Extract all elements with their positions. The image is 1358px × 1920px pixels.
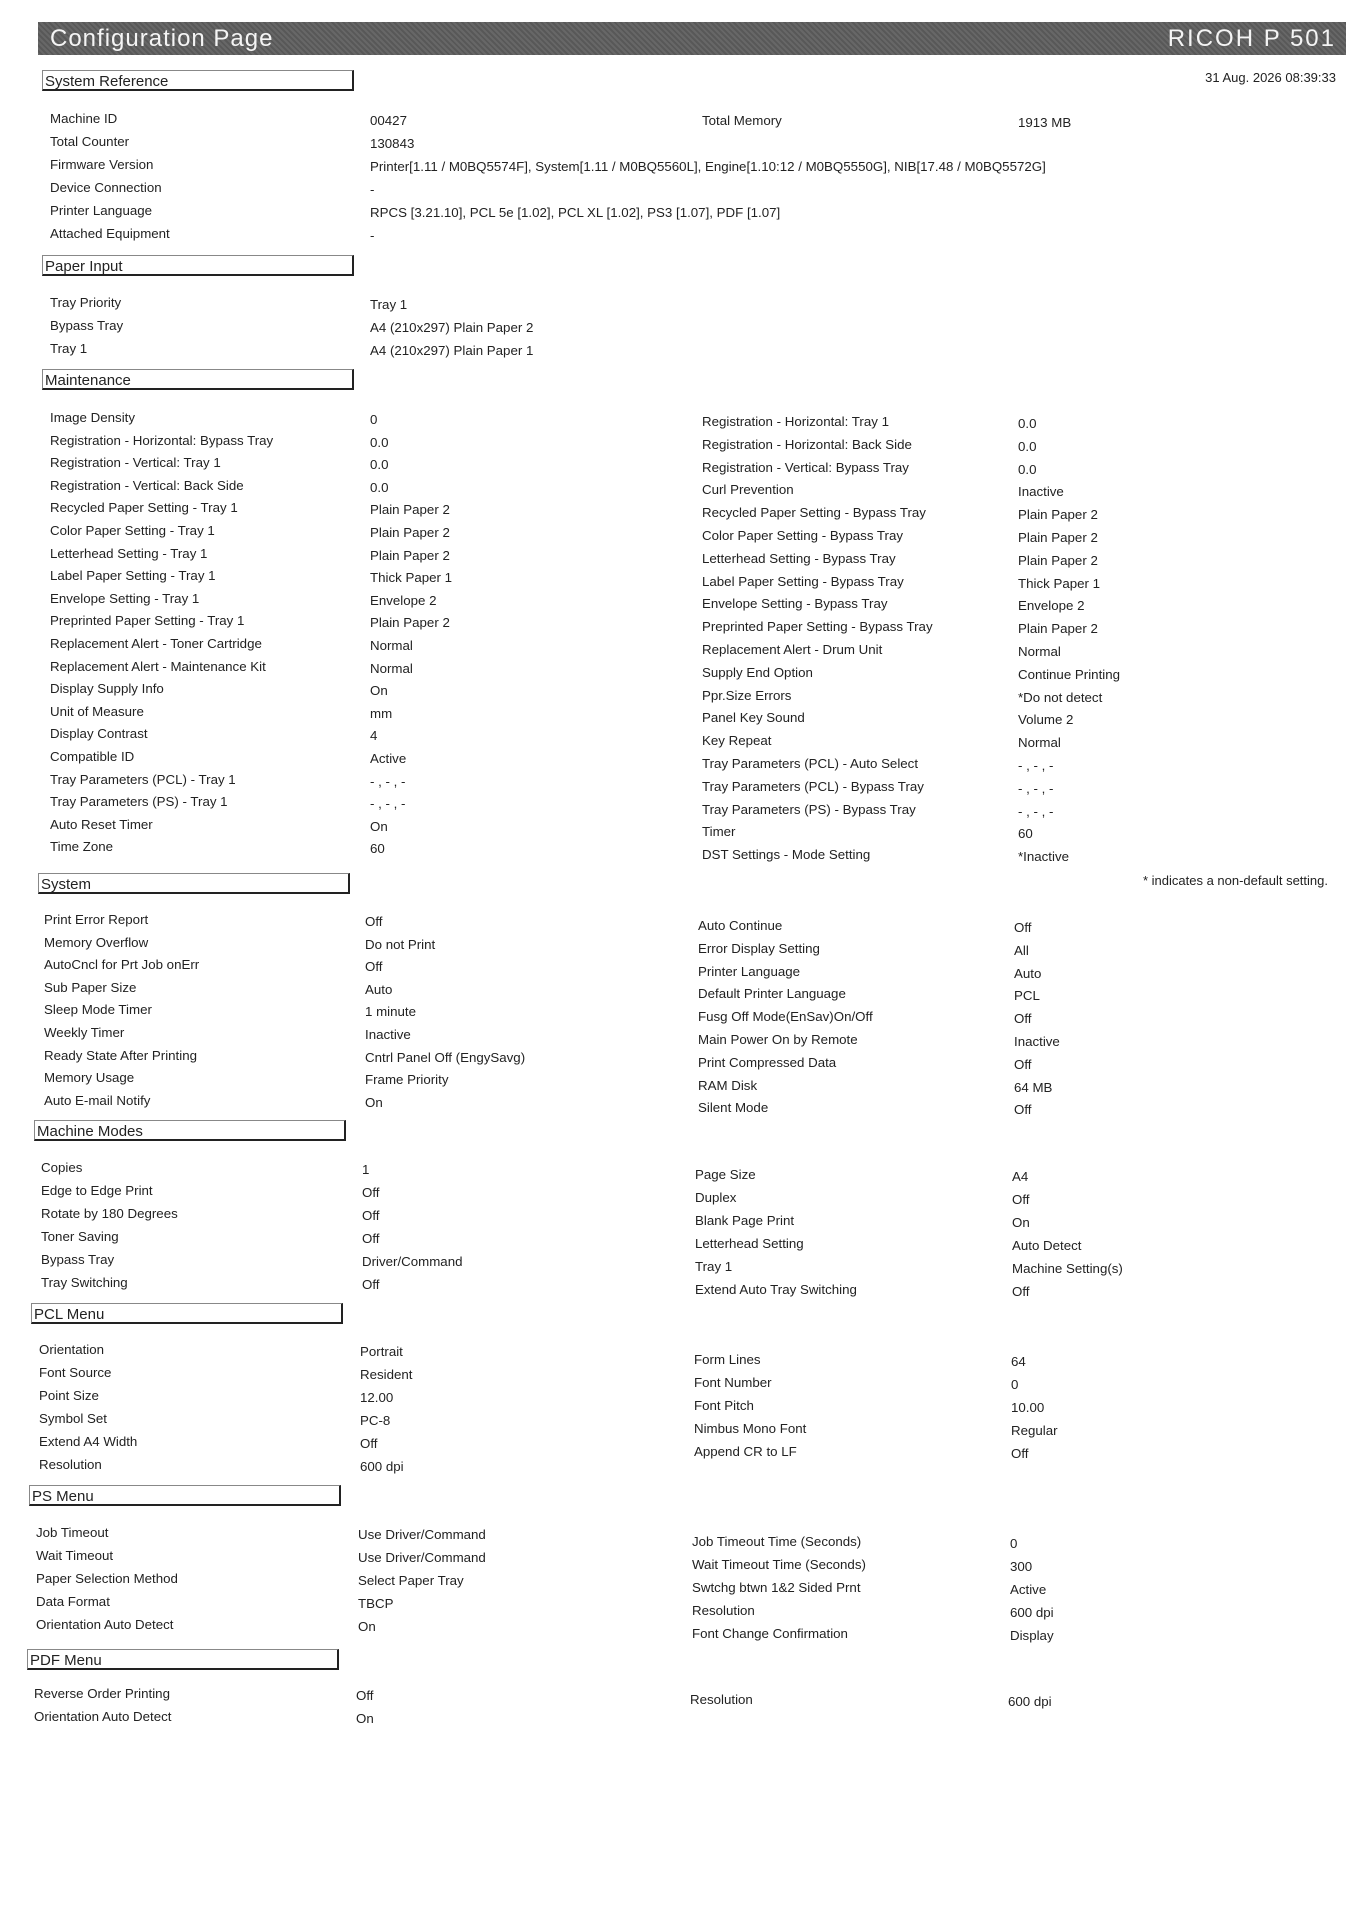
pcl-menu-left-label-1: Font Source [39,1365,112,1380]
maintenance-right-value-5: Plain Paper 2 [1018,530,1098,545]
system-right-value-7: 64 MB [1014,1079,1053,1095]
ps-menu-right-value-0: 0 [1010,1536,1018,1551]
system-reference-right-value-0: 1913 MB [1018,115,1072,130]
system-reference-left-label-0: Machine ID [50,111,118,126]
machine-modes-right-value-1: Off [1012,1192,1030,1207]
system-right-label-4: Fusg Off Mode(EnSav)On/Off [698,1009,873,1025]
maintenance-right-label-2: Registration - Vertical: Bypass Tray [702,459,909,475]
system-right-value-2: Auto [1014,965,1042,981]
ps-menu-right-label-0: Job Timeout Time (Seconds) [692,1534,862,1549]
system-right-value-5: Inactive [1014,1034,1060,1049]
maintenance-right-label-0: Registration - Horizontal: Tray 1 [702,414,889,429]
machine-modes-right-label-5: Extend Auto Tray Switching [695,1282,857,1297]
machine-modes-left-label-0: Copies [41,1160,83,1175]
maintenance-right-value-9: Plain Paper 2 [1018,621,1098,637]
maintenance-right-value-8: Envelope 2 [1018,598,1085,614]
maintenance-right-label-9: Preprinted Paper Setting - Bypass Tray [702,619,933,635]
pcl-menu-right-label-3: Nimbus Mono Font [694,1421,807,1436]
maintenance-left-label-18: Auto Reset Timer [50,816,153,832]
maintenance-left-value-18: On [370,818,388,834]
system-left-value-2: Off [365,959,383,975]
machine-modes-right-value-2: On [1012,1215,1030,1230]
maintenance-left-label-3: Registration - Vertical: Back Side [50,477,244,493]
maintenance-left-value-2: 0.0 [370,457,389,473]
maintenance-right-label-3: Curl Prevention [702,482,794,498]
pcl-menu-right-value-0: 64 [1011,1354,1026,1369]
maintenance-left-label-17: Tray Parameters (PS) - Tray 1 [50,794,228,810]
system-left-label-2: AutoCncl for Prt Job onErr [44,957,200,973]
ps-menu-right-label-1: Wait Timeout Time (Seconds) [692,1557,866,1572]
system-left-label-0: Print Error Report [44,912,149,927]
system-right-value-0: Off [1014,920,1032,935]
pcl-menu-right-value-1: 0 [1011,1377,1019,1392]
machine-modes-left-value-1: Off [362,1185,380,1200]
section-heading-pcl-menu: PCL Menu [31,1303,343,1324]
pcl-menu-left-label-3: Symbol Set [39,1411,107,1426]
maintenance-right-label-16: Tray Parameters (PCL) - Bypass Tray [702,778,924,794]
paper-input-left-value-2: A4 (210x297) Plain Paper 1 [370,343,534,358]
ps-menu-right-value-4: Display [1010,1628,1054,1643]
system-reference-right-label-0: Total Memory [702,113,782,128]
report-date: 31 Aug. 2026 08:39:33 [1205,70,1336,85]
maintenance-left-label-9: Preprinted Paper Setting - Tray 1 [50,613,245,629]
machine-modes-right-label-3: Letterhead Setting [695,1236,804,1251]
ps-menu-left-value-0: Use Driver/Command [358,1527,486,1542]
system-right-value-1: All [1014,942,1029,958]
maintenance-right-label-17: Tray Parameters (PS) - Bypass Tray [702,801,916,817]
machine-modes-left-value-2: Off [362,1208,380,1223]
maintenance-left-value-9: Plain Paper 2 [370,615,450,631]
maintenance-right-label-4: Recycled Paper Setting - Bypass Tray [702,505,926,521]
maintenance-left-value-3: 0.0 [370,479,389,495]
maintenance-left-value-6: Plain Paper 2 [370,547,450,563]
system-left-label-1: Memory Overflow [44,934,149,950]
machine-modes-right-value-3: Auto Detect [1012,1238,1082,1253]
system-reference-left-value-4: RPCS [3.21.10], PCL 5e [1.02], PCL XL [1.02], PS3 [1.07], PDF [1.07] [370,205,781,220]
ps-menu-left-value-3: TBCP [358,1596,394,1611]
paper-input-left-value-1: A4 (210x297) Plain Paper 2 [370,320,534,335]
system-reference-left-label-3: Device Connection [50,180,162,195]
maintenance-left-label-15: Compatible ID [50,749,135,764]
maintenance-left-label-12: Display Supply Info [50,681,164,697]
system-left-value-7: Frame Priority [365,1072,449,1088]
maintenance-left-label-16: Tray Parameters (PCL) - Tray 1 [50,771,236,787]
maintenance-right-value-2: 0.0 [1018,461,1037,477]
ps-menu-right-label-2: Swtchg btwn 1&2 Sided Prnt [692,1580,861,1595]
machine-modes-left-label-3: Toner Saving [41,1229,119,1244]
maintenance-left-value-4: Plain Paper 2 [370,502,450,518]
maintenance-left-value-7: Thick Paper 1 [370,570,453,586]
pcl-menu-left-label-4: Extend A4 Width [39,1434,138,1449]
system-reference-left-label-5: Attached Equipment [50,226,170,241]
maintenance-right-value-10: Normal [1018,644,1061,659]
maintenance-right-label-10: Replacement Alert - Drum Unit [702,642,883,657]
maintenance-right-label-6: Letterhead Setting - Bypass Tray [702,550,896,566]
machine-modes-left-label-5: Tray Switching [41,1275,128,1290]
pcl-menu-left-label-0: Orientation [39,1342,105,1357]
ps-menu-right-value-2: Active [1010,1582,1047,1597]
ps-menu-right-label-4: Font Change Confirmation [692,1626,848,1641]
printer-model: RICOH P 501 [1167,25,1336,52]
ps-menu-right-label-3: Resolution [692,1603,755,1618]
maintenance-right-label-11: Supply End Option [702,664,813,680]
maintenance-left-value-5: Plain Paper 2 [370,525,450,540]
maintenance-right-value-0: 0.0 [1018,416,1037,431]
ps-menu-left-label-2: Paper Selection Method [36,1571,178,1586]
pcl-menu-right-label-2: Font Pitch [694,1398,754,1413]
page-title: Configuration Page [50,25,274,52]
ps-menu-left-label-4: Orientation Auto Detect [36,1617,174,1632]
header-banner [38,22,1346,55]
machine-modes-right-label-1: Duplex [695,1190,737,1205]
paper-input-left-value-0: Tray 1 [370,297,408,312]
maintenance-left-value-13: mm [370,705,393,721]
machine-modes-right-value-4: Machine Setting(s) [1012,1261,1123,1276]
pdf-menu-left-value-0: Off [356,1688,374,1703]
maintenance-left-value-0: 0 [370,412,378,427]
paper-input-left-label-0: Tray Priority [50,295,122,310]
maintenance-right-value-14: Normal [1018,735,1061,751]
maintenance-right-label-8: Envelope Setting - Bypass Tray [702,596,888,612]
system-reference-left-value-0: 00427 [370,113,407,128]
section-heading-ps-menu: PS Menu [29,1485,341,1506]
maintenance-left-value-19: 60 [370,841,385,857]
paper-input-left-label-1: Bypass Tray [50,318,124,333]
pcl-menu-left-value-4: Off [360,1436,378,1451]
system-reference-left-label-1: Total Counter [50,134,130,149]
maintenance-right-value-16: - , - , - [1018,780,1054,796]
pcl-menu-right-value-3: Regular [1011,1423,1058,1438]
system-reference-left-value-1: 130843 [370,136,415,151]
machine-modes-right-value-0: A4 [1012,1169,1029,1184]
system-right-label-5: Main Power On by Remote [698,1032,858,1047]
pdf-menu-left-label-1: Orientation Auto Detect [34,1709,172,1724]
pcl-menu-left-label-5: Resolution [39,1457,102,1472]
system-right-label-6: Print Compressed Data [698,1054,837,1070]
maintenance-right-value-6: Plain Paper 2 [1018,552,1098,568]
maintenance-right-value-1: 0.0 [1018,438,1037,454]
system-right-label-0: Auto Continue [698,918,783,933]
machine-modes-left-label-2: Rotate by 180 Degrees [41,1206,178,1221]
maintenance-left-label-11: Replacement Alert - Maintenance Kit [50,658,266,674]
system-reference-left-value-3: - [370,182,375,197]
system-reference-left-label-4: Printer Language [50,203,153,218]
maintenance-left-label-19: Time Zone [50,839,114,855]
pcl-menu-right-label-0: Form Lines [694,1352,761,1367]
machine-modes-right-value-5: Off [1012,1284,1030,1299]
maintenance-left-label-8: Envelope Setting - Tray 1 [50,590,200,606]
maintenance-left-label-5: Color Paper Setting - Tray 1 [50,523,215,538]
machine-modes-left-value-3: Off [362,1231,380,1246]
maintenance-left-value-8: Envelope 2 [370,592,437,608]
system-reference-left-value-2: Printer[1.11 / M0BQ5574F], System[1.11 / M0BQ5560L], Engine[1.10:12 / M0BQ5550G], NIB[17.48 / M0BQ5572G] [370,159,1046,174]
pcl-menu-right-label-1: Font Number [694,1375,772,1390]
maintenance-right-value-11: Continue Printing [1018,666,1121,682]
ps-menu-left-label-0: Job Timeout [36,1525,109,1540]
system-left-value-5: Inactive [365,1027,411,1042]
maintenance-right-value-4: Plain Paper 2 [1018,507,1098,523]
system-right-value-3: PCL [1014,988,1040,1004]
maintenance-left-label-2: Registration - Vertical: Tray 1 [50,455,221,471]
paper-input-left-label-2: Tray 1 [50,341,88,356]
system-left-value-1: Do not Print [365,936,436,952]
maintenance-left-value-15: Active [370,751,407,766]
section-heading-maintenance: Maintenance [42,369,354,390]
pdf-menu-right-value-0: 600 dpi [1008,1694,1052,1709]
maintenance-left-value-10: Normal [370,638,413,653]
pcl-menu-left-value-0: Portrait [360,1344,403,1359]
pcl-menu-left-label-2: Point Size [39,1388,99,1403]
section-heading-system: System [38,873,350,894]
non-default-note: * indicates a non-default setting. [1142,873,1328,888]
machine-modes-left-label-4: Bypass Tray [41,1252,115,1267]
maintenance-right-value-12: *Do not detect [1018,689,1103,705]
maintenance-right-label-18: Timer [702,824,736,840]
system-left-label-8: Auto E-mail Notify [44,1092,151,1108]
system-left-value-3: Auto [365,981,393,997]
pcl-menu-left-value-5: 600 dpi [360,1459,404,1474]
maintenance-left-label-10: Replacement Alert - Toner Cartridge [50,636,262,651]
pdf-menu-right-label-0: Resolution [690,1692,753,1707]
pcl-menu-right-label-4: Append CR to LF [694,1444,797,1459]
pcl-menu-left-value-2: 12.00 [360,1390,394,1405]
system-left-label-5: Weekly Timer [44,1025,125,1040]
system-left-label-4: Sleep Mode Timer [44,1002,152,1018]
system-right-label-2: Printer Language [698,963,801,979]
maintenance-right-label-1: Registration - Horizontal: Back Side [702,436,912,452]
maintenance-right-value-15: - , - , - [1018,758,1054,773]
system-left-label-7: Memory Usage [44,1070,135,1086]
ps-menu-right-value-1: 300 [1010,1559,1033,1574]
maintenance-right-label-19: DST Settings - Mode Setting [702,847,871,863]
maintenance-left-label-1: Registration - Horizontal: Bypass Tray [50,432,274,448]
maintenance-left-label-0: Image Density [50,410,135,425]
maintenance-left-label-13: Unit of Measure [50,703,144,719]
maintenance-left-value-17: - , - , - [370,796,406,812]
machine-modes-left-label-1: Edge to Edge Print [41,1183,153,1198]
ps-menu-left-value-2: Select Paper Tray [358,1573,464,1588]
machine-modes-left-value-4: Driver/Command [362,1254,463,1269]
section-heading-machine-modes: Machine Modes [34,1120,346,1141]
maintenance-right-value-17: - , - , - [1018,803,1054,819]
maintenance-right-value-19: *Inactive [1018,849,1069,865]
pdf-menu-left-value-1: On [356,1711,374,1726]
machine-modes-right-label-0: Page Size [695,1167,756,1182]
system-right-label-7: RAM Disk [698,1077,758,1093]
pdf-menu-left-label-0: Reverse Order Printing [34,1686,170,1701]
maintenance-right-value-3: Inactive [1018,484,1064,500]
pcl-menu-right-value-2: 10.00 [1011,1400,1045,1415]
maintenance-right-label-15: Tray Parameters (PCL) - Auto Select [702,756,919,771]
system-reference-left-value-5: - [370,228,375,243]
system-left-value-6: Cntrl Panel Off (EngySavg) [365,1049,526,1065]
system-right-value-6: Off [1014,1056,1032,1072]
system-reference-left-label-2: Firmware Version [50,157,154,172]
maintenance-left-value-11: Normal [370,660,413,676]
section-heading-pdf-menu: PDF Menu [27,1649,339,1670]
ps-menu-left-value-4: On [358,1619,376,1634]
system-left-label-6: Ready State After Printing [44,1047,197,1063]
maintenance-right-value-13: Volume 2 [1018,712,1074,728]
maintenance-right-label-7: Label Paper Setting - Bypass Tray [702,573,904,589]
section-heading-system-reference: System Reference [42,70,354,91]
maintenance-right-value-7: Thick Paper 1 [1018,575,1101,591]
machine-modes-left-value-0: 1 [362,1162,370,1177]
pcl-menu-left-value-1: Resident [360,1367,413,1382]
maintenance-left-label-14: Display Contrast [50,726,148,742]
system-left-label-3: Sub Paper Size [44,979,137,995]
system-right-label-8: Silent Mode [698,1100,769,1116]
maintenance-right-value-18: 60 [1018,826,1033,842]
maintenance-left-value-14: 4 [370,728,378,744]
ps-menu-left-label-1: Wait Timeout [36,1548,114,1563]
system-left-value-8: On [365,1094,383,1110]
ps-menu-left-label-3: Data Format [36,1594,110,1609]
ps-menu-right-value-3: 600 dpi [1010,1605,1054,1620]
maintenance-left-label-7: Label Paper Setting - Tray 1 [50,568,216,584]
maintenance-left-label-4: Recycled Paper Setting - Tray 1 [50,500,238,516]
system-right-label-1: Error Display Setting [698,940,820,956]
maintenance-right-label-14: Key Repeat [702,733,772,749]
machine-modes-left-value-5: Off [362,1277,380,1292]
machine-modes-right-label-4: Tray 1 [695,1259,733,1274]
maintenance-left-value-1: 0.0 [370,434,389,450]
maintenance-right-label-13: Panel Key Sound [702,710,805,726]
maintenance-right-label-12: Ppr.Size Errors [702,687,792,703]
system-left-value-4: 1 minute [365,1004,416,1020]
maintenance-right-label-5: Color Paper Setting - Bypass Tray [702,528,904,543]
system-right-label-3: Default Printer Language [698,986,846,1002]
system-right-value-4: Off [1014,1011,1032,1027]
system-left-value-0: Off [365,914,383,929]
machine-modes-right-label-2: Blank Page Print [695,1213,795,1228]
ps-menu-left-value-1: Use Driver/Command [358,1550,486,1565]
maintenance-left-value-16: - , - , - [370,773,406,789]
pcl-menu-left-value-3: PC-8 [360,1413,391,1428]
system-right-value-8: Off [1014,1102,1032,1118]
section-heading-paper-input: Paper Input [42,255,354,276]
maintenance-left-value-12: On [370,683,388,699]
pcl-menu-right-value-4: Off [1011,1446,1029,1461]
maintenance-left-label-6: Letterhead Setting - Tray 1 [50,545,208,561]
